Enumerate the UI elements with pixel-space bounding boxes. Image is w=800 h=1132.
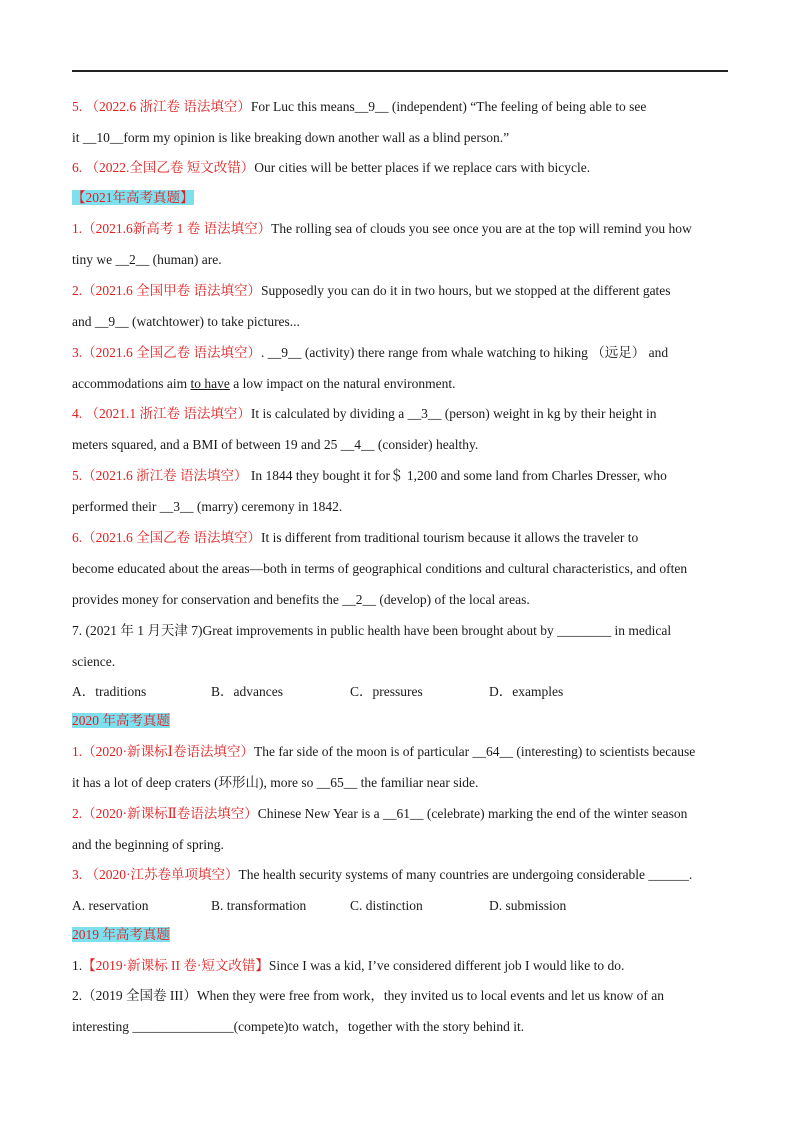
heading-2020: 2020 年高考真题 (72, 713, 170, 728)
q5-2022-line2: it __10__form my opinion is like breaking down another wall as a blind person.” (72, 130, 510, 145)
q5-2021-line2: performed their __3__ (marry) ceremony in 1842. (72, 499, 343, 514)
q1-2020-line2: it has a lot of deep craters (环形山), more so __65__ the familiar near side. (72, 775, 479, 790)
heading-2021: 【2021年高考真题】 (72, 190, 194, 205)
q3-2021-line1: 3.（2021.6 全国乙卷 语法填空）. __9__ (activity) there range from whale watching to hiking （远足） and (72, 345, 669, 360)
q4-2021-line1: 4. （2021.1 浙江卷 语法填空）It is calculated by dividing a __3__ (person) weight in kg by their height in (72, 406, 657, 421)
q7-2021-line1: 7. (2021 年 1 月天津 7)Great improvements in public health have been brought about by ________ in medical (72, 623, 672, 638)
q1-2021-line2: tiny we __2__ (human) are. (72, 252, 222, 267)
q6-2022: 6. （2022.全国乙卷 短文改错）Our cities will be better places if we replace cars with bicycle. (72, 160, 591, 175)
q3-2020-options (72, 896, 566, 916)
option-d: D．examples (489, 684, 564, 699)
q2-2020-line1: 2.（2020·新课标Ⅱ卷语法填空）Chinese New Year is a __61__ (celebrate) marking the end of the winter season (72, 806, 688, 821)
q1-2019: 1.【2019·新课标 II 卷·短文改错】Since I was a kid, I’ve considered different job I would like to do. (72, 958, 625, 973)
q2-2019-line2: interesting _______________(compete)to watch，together with the story behind it. (72, 1019, 525, 1034)
q6-2021-line1: 6.（2021.6 全国乙卷 语法填空）It is different from traditional tourism because it allows the traveler to (72, 530, 639, 545)
option-b: B. transformation (211, 898, 307, 913)
q5-2021-line1: 5.（2021.6 浙江卷 语法填空） In 1844 they bought it for＄ 1,200 and some land from Charles Dresser, who (72, 468, 667, 483)
heading-2019: 2019 年高考真题 (72, 927, 170, 942)
q2-2021-line1: 2.（2021.6 全国甲卷 语法填空）Supposedly you can do it in two hours, but we stopped at the different gates (72, 283, 671, 298)
q2-2021-line2: and __9__ (watchtower) to take pictures... (72, 314, 300, 329)
q7-2021-options (72, 682, 563, 702)
option-a: A．traditions (72, 684, 147, 699)
option-d: D. submission (489, 898, 567, 913)
q1-2020-line1: 1.（2020·新课标Ⅰ卷语法填空）The far side of the moon is of particular __64__ (interesting) to scientists because (72, 744, 696, 759)
q4-2021-line2: meters squared, and a BMI of between 19 and 25 __4__ (consider) healthy. (72, 437, 479, 452)
q2-2020-line2: and the beginning of spring. (72, 837, 224, 852)
q6-2021-line2: become educated about the areas—both in terms of geographical conditions and cultural characteristics, and often (72, 561, 688, 576)
q7-2021-line2: science. (72, 654, 116, 669)
q3-2021-line2: accommodations aim to have a low impact on the natural environment. (72, 376, 456, 391)
q3-2020-line1: 3. （2020·江苏卷单项填空）The health security systems of many countries are undergoing considerable ______. (72, 867, 693, 882)
q6-2021-line3: provides money for conservation and benefits the __2__ (develop) of the local areas. (72, 592, 530, 607)
header-rule (72, 70, 728, 72)
option-b: B．advances (211, 684, 283, 699)
option-c: C．pressures (350, 684, 423, 699)
q5-2022-line1: 5. （2022.6 浙江卷 语法填空）For Luc this means__9__ (independent) “The feeling of being able to see (72, 99, 647, 114)
q2-2019-line1: 2.（2019 全国卷 III）When they were free from work，they invited us to local events and let us know of an (72, 988, 664, 1003)
q1-2021-line1: 1.（2021.6新高考 1 卷 语法填空）The rolling sea of clouds you see once you are at the top will remind you how (72, 221, 692, 236)
option-c: C. distinction (350, 898, 423, 913)
option-a: A. reservation (72, 898, 149, 913)
